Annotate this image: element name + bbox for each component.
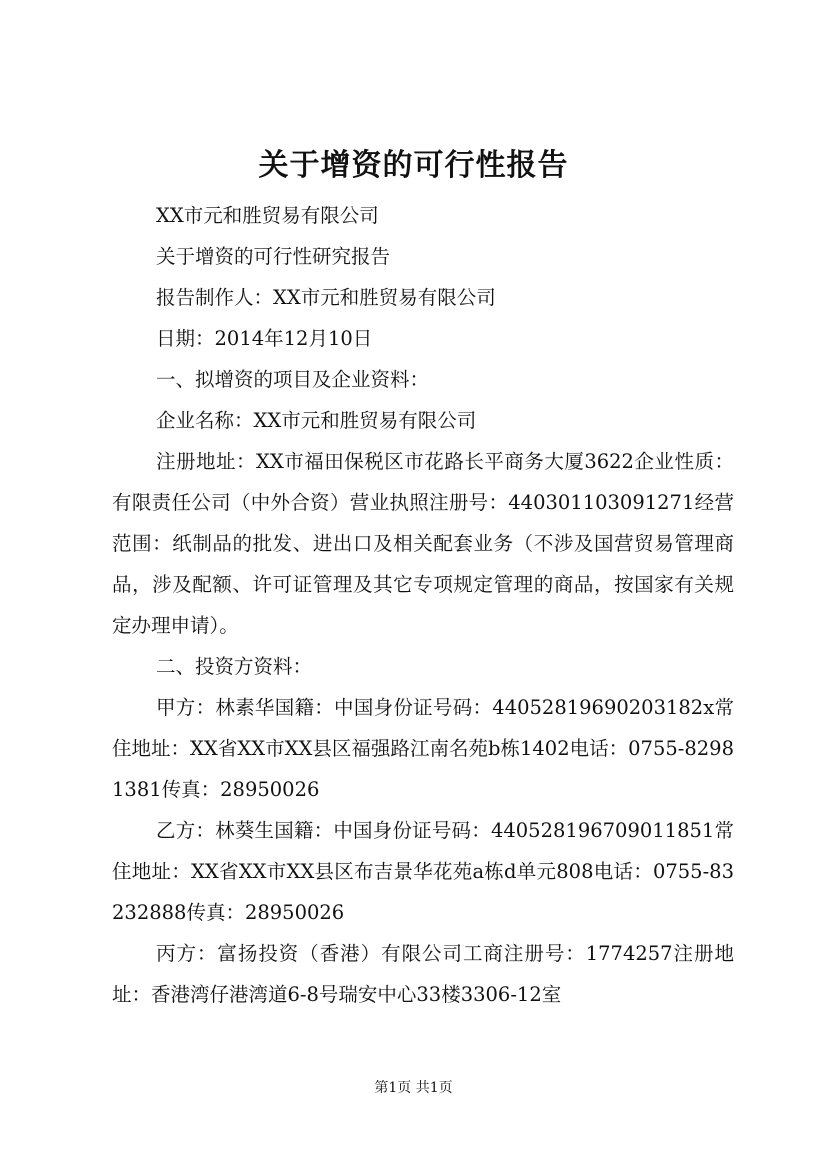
investor-c: 丙方：富扬投资（香港）有限公司工商注册号：1774257注册地址：香港湾仔港湾道6-8号瑞安中心33楼3306-12室 <box>112 942 734 1006</box>
investor-a: 甲方：林素华国籍：中国身份证号码：44052819690203182x常住地址：XX省XX市XX县区福强路江南名苑b栋1402电话：0755-82981381传真：28950026 <box>112 696 734 801</box>
document-title: 关于增资的可行性报告 <box>258 148 569 183</box>
enterprise-name: 企业名称：XX市元和胜贸易有限公司 <box>156 409 477 432</box>
section-heading-2: 二、投资方资料： <box>156 655 313 678</box>
document-body <box>112 195 734 1015</box>
page-number: 第1页 共1页 <box>374 1080 453 1096</box>
investor-b: 乙方：林葵生国籍：中国身份证号码：440528196709011851常住地址：XX省XX市XX县区布吉景华花苑a栋d单元808电话：0755-83232888传真：28950026 <box>112 819 734 924</box>
enterprise-details: 注册地址：XX市福田保税区市花路长平商务大厦3622企业性质：有限责任公司（中外合资）营业执照注册号：440301103091271经营范围：纸制品的批发、进出口及相关配套业务（不涉及国营贸易管理商品，涉及配额、许可证管理及其它专项规定管理的商品，按国家有关规定办理申请）。 <box>112 450 734 637</box>
section-heading-1: 一、拟增资的项目及企业资料： <box>156 368 430 391</box>
company-name-line: XX市元和胜贸易有限公司 <box>156 204 379 227</box>
report-author: 报告制作人：XX市元和胜贸易有限公司 <box>156 286 496 309</box>
report-date: 日期：2014年12月10日 <box>156 327 373 350</box>
report-subtitle: 关于增资的可行性研究报告 <box>156 245 391 268</box>
